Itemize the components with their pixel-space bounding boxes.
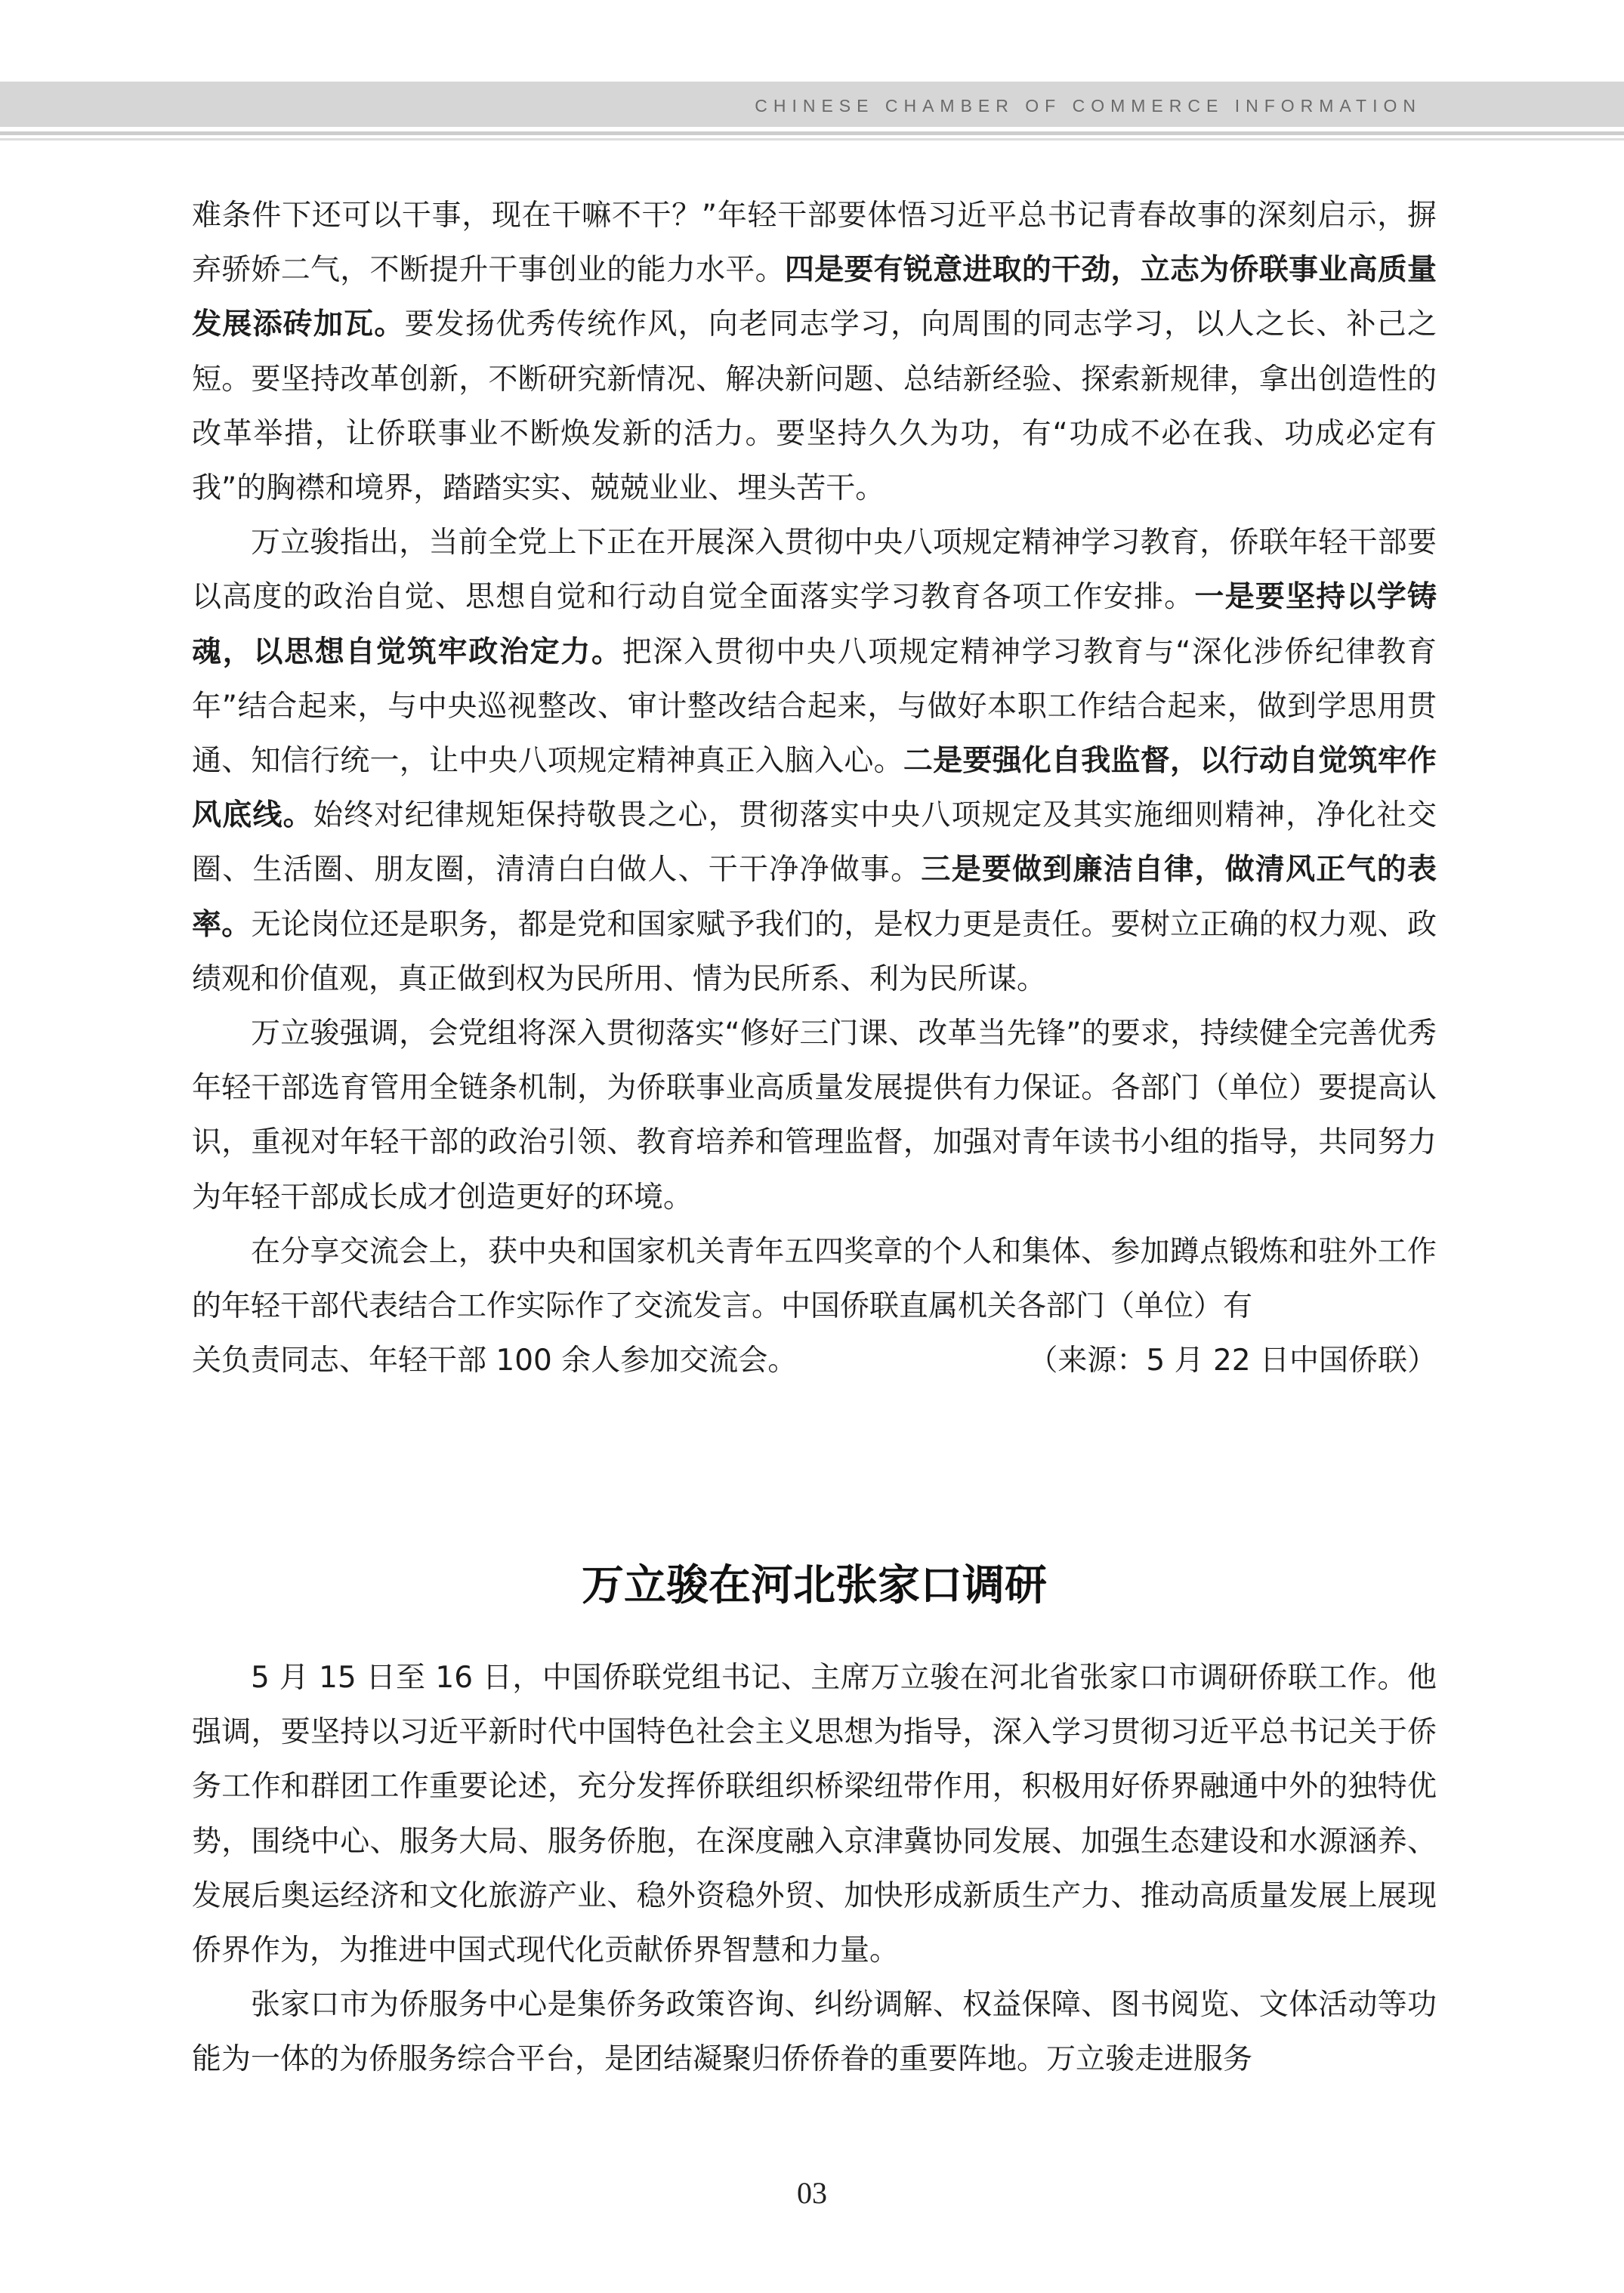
source-attribution: （来源：5 月 22 日中国侨联） bbox=[1028, 1344, 1437, 1378]
page-number: 03 bbox=[797, 2176, 827, 2210]
paragraph bbox=[192, 516, 1437, 1007]
article-1-body bbox=[192, 189, 1437, 1388]
paragraph-text: 要发扬优秀传统作风，向老同志学习，向周围的同志学习，以人之长、补己之短。要坚持改革创新，不断研究新情况、解决新问题、总结新经验、探索新规律，拿出创造性的改革举措，让侨联事业不断焕发新的活力。要坚持久久为功，有“功成不必在我、功成必定有我”的胸襟和境界，踏踏实实、兢兢业业、埋头苦干。 bbox=[192, 307, 1437, 506]
paragraph-text: 把深入贯彻中央八项规定精神学习教育与“深化涉侨纪律教育年”结合起来，与中央巡视整改、审计整改结合起来，与做好本职工作结合起来，做到学思用贯通、知信行统一，让中央八项规定精神真正入脑入心。 bbox=[192, 634, 1437, 779]
bold-point: 四是要有锐意进取的干劲，立志为侨联事业高质量发展添砖加瓦。 bbox=[192, 253, 1437, 342]
paragraph-text: 万立骏指出，当前全党上下正在开展深入贯彻中央八项规定精神学习教育，侨联年轻干部要以高度的政治自觉、思想自觉和行动自觉全面落实学习教育各项工作安排。 bbox=[192, 526, 1437, 615]
paragraph: 张家口市为侨服务中心是集侨务政策咨询、纠纷调解、权益保障、图书阅览、文体活动等功能为一体的为侨服务综合平台，是团结凝聚归侨侨眷的重要阵地。万立骏走进服务 bbox=[192, 1988, 1437, 2077]
paragraph: 在分享交流会上，获中央和国家机关青年五四奖章的个人和集体、参加蹲点锻炼和驻外工作的年轻干部代表结合工作实际作了交流发言。中国侨联直属机关各部门（单位）有 bbox=[192, 1234, 1437, 1324]
article-2-title: 万立骏在河北张家口调研 bbox=[582, 1561, 1047, 1610]
paragraph: 5 月 15 日至 16 日，中国侨联党组书记、主席万立骏在河北省张家口市调研侨联工作。他强调，要坚持以习近平新时代中国特色社会主义思想为指导，深入学习贯彻习近平总书记关于侨务工作和群团工作重要论述，充分发挥侨联组织桥梁纽带作用，积极用好侨界融通中外的独特优势，围绕中心、服务大局、服务侨胞，在深度融入京津冀协同发展、加强生态建设和水源涵养、发展后奥运经济和文化旅游产业、稳外资稳外贸、加快形成新质生产力、推动高质量发展上展现侨界作为，为推进中国式现代化贡献侨界智慧和力量。 bbox=[192, 1661, 1437, 1968]
paragraph bbox=[192, 189, 1437, 516]
article-2-body bbox=[192, 1651, 1437, 2088]
header-rule bbox=[0, 131, 1624, 135]
header-rule-thin bbox=[0, 138, 1624, 140]
bold-point: 三是要做到廉洁自律，做清风正气的表率。 bbox=[192, 853, 1437, 942]
bold-point: 二是要强化自我监督，以行动自觉筑牢作风底线。 bbox=[192, 744, 1437, 833]
paragraph-text: 关负责同志、年轻干部 100 余人参加交流会。 bbox=[192, 1344, 798, 1378]
paragraph-text: 始终对纪律规矩保持敬畏之心，贯彻落实中央八项规定及其实施细则精神，净化社交圈、生活圈、朋友圈，清清白白做人、干干净净做事。 bbox=[192, 798, 1437, 887]
paragraph-text: 无论岗位还是职务，都是党和国家赋予我们的，是权力更是责任。要树立正确的权力观、政绩观和价值观，真正做到权为民所用、情为民所系、利为民所谋。 bbox=[192, 907, 1437, 996]
paragraph-text: 难条件下还可以干事，现在干嘛不干？”年轻干部要体悟习近平总书记青春故事的深刻启示，摒弃骄娇二气，不断提升干事创业的能力水平。 bbox=[192, 199, 1437, 288]
header-title: CHINESE CHAMBER OF COMMERCE INFORMATION bbox=[755, 96, 1422, 116]
bold-point: 一是要坚持以学铸魂，以思想自觉筑牢政治定力。 bbox=[192, 580, 1437, 669]
source-line bbox=[192, 1334, 1437, 1388]
paragraph: 万立骏强调，会党组将深入贯彻落实“修好三门课、改革当先锋”的要求，持续健全完善优秀年轻干部选育管用全链条机制，为侨联事业高质量发展提供有力保证。各部门（单位）要提高认识，重视对年轻干部的政治引领、教育培养和管理监督，加强对青年读书小组的指导，共同努力为年轻干部成长成才创造更好的环境。 bbox=[192, 1017, 1437, 1214]
